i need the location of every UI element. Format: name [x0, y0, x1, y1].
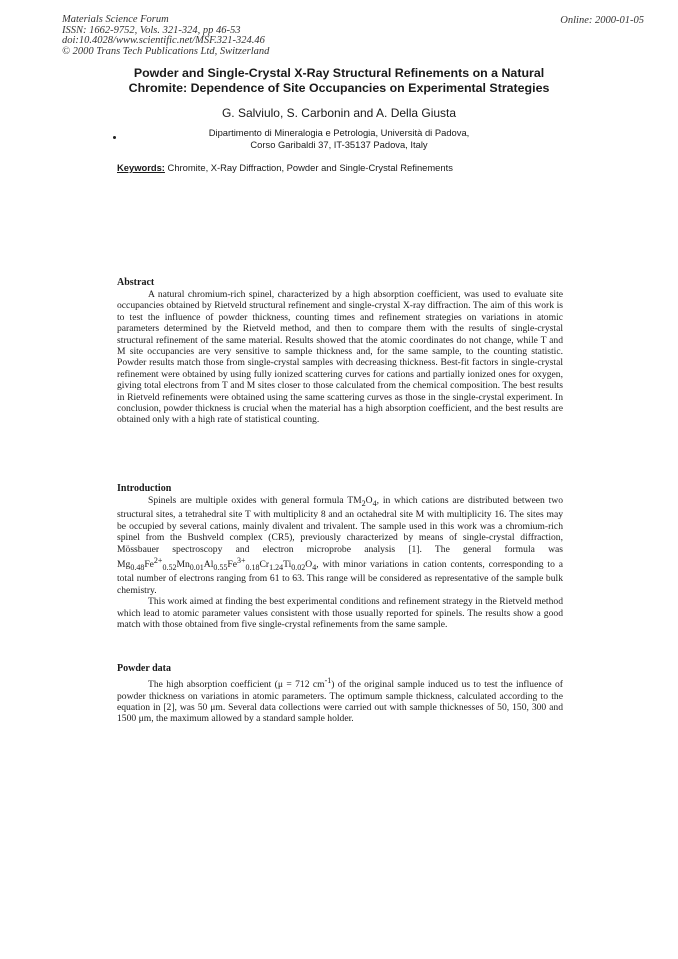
powder-data-paragraph: The high absorption coefficient (μ = 712 $cm^{-1}$) of the original sample induced us to test the influence of powder thickness on variations in atomic parameters. The optimum sample thickness, calculated according to the equation in [2], was 50 μm. Several data collections were carried out with sample thicknesses of 50, 150, 300 and 1500 μm, the maximum allowed by a standard sample holder. [117, 676, 563, 725]
copyright-line: © 2000 Trans Tech Publications Ltd, Switzerland [62, 45, 270, 57]
issn-line: ISSN: 1662-9752, Vols. 321-324, pp 46-53 [62, 24, 241, 36]
abstract-text: A natural chromium-rich spinel, characterized by a high absorption coefficient, was used to evaluate site occupancies obtained by Rietveld structural refinement and single-crystal X-ray diffraction. The aim of this work is to test the influence of powder thickness, counting times and refinement strategies on variations in atomic parameters determined by the Rietveld method, and then to compare them with the results of single-crystal structural refinement of the same material. Results showed that the atomic coordinates do not change, while T and M site occupancies are very sensitive to sample thickness and, for the same sample, to the counting statistic. Powder results match those from single-crystal samples with decreasing thickness. Best-fit factors in single-crystal refinement were obtained by using fully ionized scattering curves for cations and partially ionized ones for oxygen, giving total electrons from T and M sites closer to those calculated from the chemical composition. The best results in Rietveld refinements were obtained using the same scattering curves as those in the single-crystal experiment. In conclusion, powder thickness is crucial when the material has a high absorption coefficient, and the best results are obtained only with a high rate of statistical counting. [117, 289, 563, 426]
title-line-1: Powder and Single-Crystal X-Ray Structural Refinements on a Natural [133, 66, 545, 80]
stray-dot [113, 136, 116, 139]
introduction-paragraph-1: Spinels are multiple oxides with general formula $TM_2O_4$, in which cations are distributed between two structural sites, a tetrahedral site T with multiplicity 8 and an octahedral site M with multiplicity 16. The sites may be occupied by several cations, mainly divalent and trivalent. The sample used in this work was a chromium-rich spinel from the Bushveld complex (CR5), previously characterized by means of single-crystal diffraction, Mössbauer spectroscopy and electron microprobe analysis [1]. The general formula was $Mg_{0.48}Fe^{2+}_{0.52}Mn_{0.01}Al_{0.55}Fe^{3+}_{0.18}Cr_{1.24}Ti_{0.02}O_4$, with minor variations in cation contents, corresponding to a total number of electrons ranging from 61 to 63. This range will be considered as representative of the sample bulk chemistry. [117, 495, 563, 596]
affiliation-line-2: Corso Garibaldi 37, IT-35137 Padova, Italy [250, 139, 428, 150]
journal-header [62, 15, 269, 57]
authors: G. Salviulo, S. Carbonin and A. Della Giusta [221, 106, 457, 120]
online-date: Online: 2000-01-05 [560, 15, 644, 26]
keywords-text: Chromite, X-Ray Diffraction, Powder and Single-Crystal Refinements [164, 162, 453, 173]
abstract-heading: Abstract [117, 277, 155, 288]
affiliation-line-1: Dipartimento di Mineralogia e Petrologia, Università di Padova, [208, 127, 470, 138]
introduction-section [117, 483, 563, 630]
keywords [117, 162, 453, 173]
paper-title [80, 66, 598, 96]
affiliation [120, 127, 558, 151]
keywords-label: Keywords: [117, 162, 165, 173]
journal-name: Materials Science Forum [62, 14, 169, 25]
title-line-2: Chromite: Dependence of Site Occupancies on Experimental Strategies [128, 81, 550, 95]
introduction-heading: Introduction [117, 483, 172, 494]
powder-data-heading: Powder data [117, 663, 171, 674]
abstract-section [117, 277, 563, 426]
introduction-paragraph-2: This work aimed at finding the best experimental conditions and refinement strategy in the Rietveld method which lead to atomic parameter values consistent with those usually reported for spinels. The results show a good match with those obtained from five single-crystal refinements from the same sample. [117, 596, 563, 631]
doi-line: doi:10.4028/www.scientific.net/MSF.321-324.46 [62, 35, 265, 47]
powder-data-section [117, 663, 563, 725]
